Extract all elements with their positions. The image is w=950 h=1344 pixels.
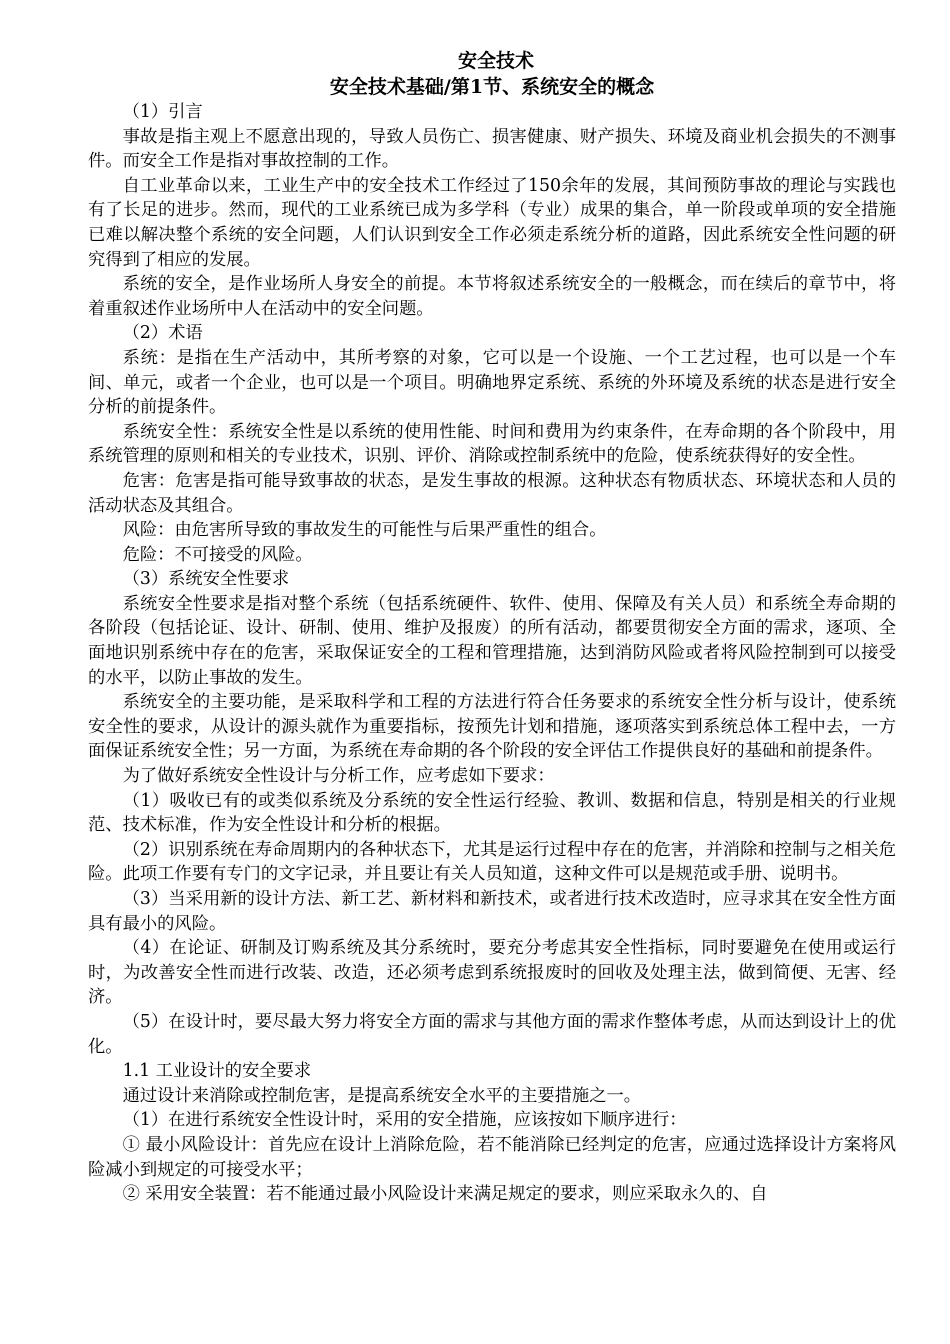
document-page [88, 48, 896, 1207]
section-heading-terms: （2）术语 [122, 323, 203, 344]
list-item: ① 最小风险设计：首先应在设计上消除危险，若不能消除已经判定的危害，应通过选择设计方案将风险减小到规定的可接受水平； [88, 1134, 896, 1180]
paragraph: 系统的安全，是作业场所人身安全的前提。本节将叙述系统安全的一般概念，而在续后的章节中，将着重叙述作业场所中人在活动中的安全问题。 [88, 274, 896, 319]
list-item: （1）在进行系统安全性设计时，采用的安全措施，应该按如下顺序进行： [122, 1110, 687, 1131]
list-item: （5）在设计时，要尽最大努力将安全方面的需求与其他方面的需求作整体考虑，从而达到设计上的优化。 [88, 1011, 896, 1057]
paragraph: 系统：是指在生产活动中，其所考察的对象，它可以是一个设施、一个工艺过程，也可以是一个车间、单元，或者一个企业，也可以是一个项目。明确地界定系统、系统的外环境及系统的状态是进行安全分析的前提条件。 [88, 347, 896, 418]
section-heading-requirements: （3）系统安全性要求 [122, 569, 290, 590]
section-heading-industrial-design: 1.1 工业设计的安全要求 [122, 1061, 312, 1082]
paragraph: 危害：危害是指可能导致事故的状态，是发生事故的根源。这种状态有物质状态、环境状态和人员的活动状态及其组合。 [88, 470, 896, 516]
list-item: （2）识别系统在寿命周期内的各种状态下，尤其是运行过程中存在的危害，并消除和控制与之相关危险。此项工作要有专门的文字记录，并且要让有关人员知道，这种文件可以是规范或手册、说明书。 [88, 839, 896, 885]
section-heading-intro: （1）引言 [122, 102, 203, 122]
paragraph: 通过设计来消除或控制危害，是提高系统安全水平的主要措施之一。 [122, 1085, 642, 1106]
paragraph: 系统安全的主要功能，是采取科学和工程的方法进行符合任务要求的系统安全性分析与设计，使系统安全性的要求，从设计的源头就作为重要指标，按预先计划和措施，逐项落实到系统总体工程中去，一方面保证系统安全性；另一方面，为系统在寿命期的各个阶段的安全评估工作提供良好的基础和前提条件。 [88, 692, 896, 762]
paragraph: 系统安全性要求是指对整个系统（包括系统硬件、软件、使用、保障及有关人员）和系统全寿命期的各阶段（包括论证、设计、研制、使用、维护及报废）的所有活动，都要贯彻安全方面的需求，逐项、全面地识别系统中存在的危害，采取保证安全的工程和管理措施，达到消防风险或者将风险控制到可以接受的水平，以防止事故的发生。 [88, 593, 896, 688]
paragraph: 为了做好系统安全性设计与分析工作，应考虑如下要求： [122, 766, 555, 787]
paragraph: 危险：不可接受的风险。 [122, 544, 313, 565]
document-title: 安全技术 [457, 50, 534, 72]
list-item: ② 采用安全装置：若不能通过最小风险设计来满足规定的要求，则应采取永久的、自 [122, 1184, 768, 1205]
paragraph: 系统安全性：系统安全性是以系统的使用性能、时间和费用为约束条件，在寿命期的各个阶段中，用系统管理的原则和相关的专业技术，识别、评价、消除或控制系统中的危险，使系统获得好的安全性。 [88, 421, 896, 467]
paragraph: 风险：由危害所导致的事故发生的可能性与后果严重性的组合。 [122, 520, 607, 541]
list-item: （3）当采用新的设计方法、新工艺、新材料和新技术，或者进行技术改造时，应寻求其在安全性方面具有最小的风险。 [88, 889, 896, 934]
list-item: （1）吸收已有的或类似系统及分系统的安全性运行经验、教训、数据和信息，特别是相关的行业规范、技术标准，作为安全性设计和分析的根据。 [88, 790, 896, 836]
section-title: 安全技术基础/第1节、系统安全的概念 [329, 76, 655, 98]
paragraph: 自工业革命以来，工业生产中的安全技术工作经过了150余年的发展，其间预防事故的理论与实践也有了长足的进步。然而，现代的工业系统已成为多学科（专业）成果的集合，单一阶段或单项的安全措施已难以解决整个系统的安全问题，人们认识到安全工作必须走系统分析的道路，因此系统安全性问题的研究得到了相应的发展。 [88, 175, 896, 270]
paragraph: 事故是指主观上不愿意出现的，导致人员伤亡、损害健康、财产损失、环境及商业机会损失的不测事件。而安全工作是指对事故控制的工作。 [88, 126, 896, 172]
list-item: （4）在论证、研制及订购系统及其分系统时，要充分考虑其安全性指标，同时要避免在使用或运行时，为改善安全性而进行改装、改造，还必须考虑到系统报废时的回收及处理主法，做到简便、无害、经济。 [88, 938, 896, 1008]
